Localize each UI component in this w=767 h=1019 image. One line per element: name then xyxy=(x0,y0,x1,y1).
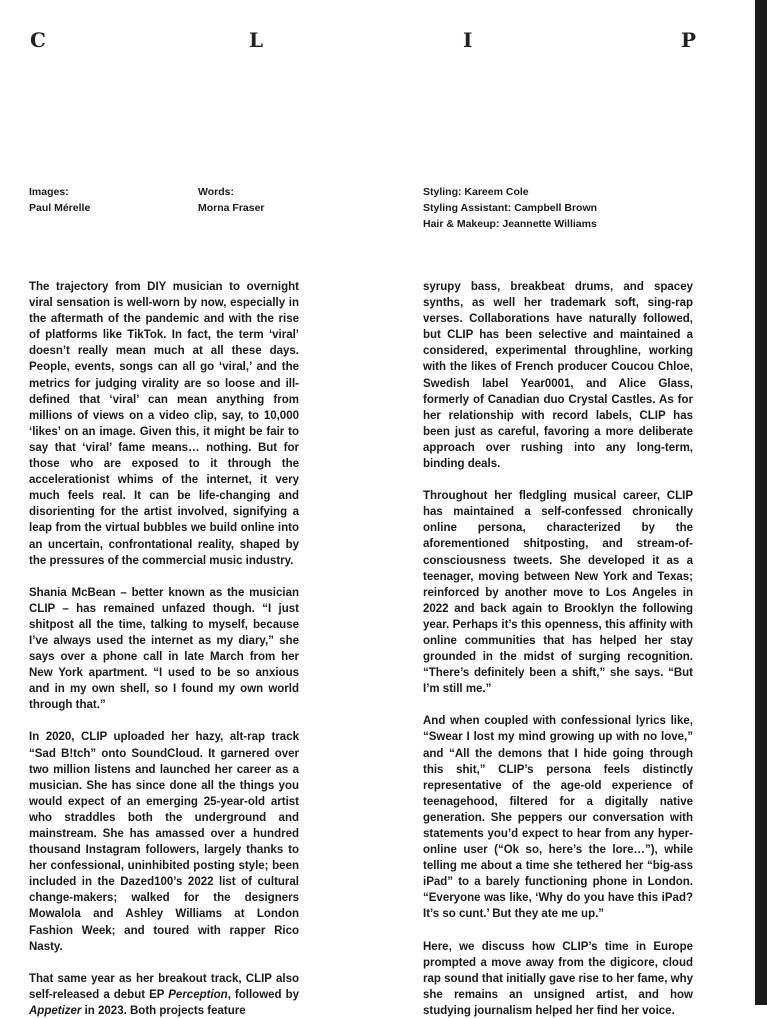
text-run: , followed by xyxy=(227,988,300,1001)
header-letter-l: L xyxy=(249,28,264,52)
credit-words-label: Words: xyxy=(198,186,234,198)
header-letter-i: I xyxy=(463,28,473,52)
article-paragraph: Here, we discuss how CLIP’s time in Europe prompted a move away from the digicore, cloud rap sound that initially gave rise to her fame, why she remains an unsigned artist, and how studying journalism helped her find her voice. xyxy=(423,940,693,1017)
article-paragraph: In 2020, CLIP uploaded her hazy, alt-rap track “Sad B!tch” onto SoundCloud. It garnered over two million listens and launched her career as a musician. She has since done all the things you would expect of an emerging 25-year-old artist who straddles both the underground and mainstream. She has amassed over a hundred thousand Instagram followers, largely thanks to her confessional, uninhibited posting style; been included in the Dazed100’s 2022 list of cultural change-makers; walked for the designers Mowalola and Ashley Williams at London Fashion Week; and toured with rapper Rico Nasty. xyxy=(29,731,299,953)
article-paragraph: And when coupled with confessional lyrics like, “Swear I lost my mind growing up with no love,” and “All the demons that I hide going through this shit,” CLIP’s persona feels distinctly representative of the age-old experience of teenagehood, filtered for a digitally native generation. She peppers our conversation with statements you’d expect to hear from any hyper-online user (“Ok so, here’s the lore…”), while telling me about a time she tethered her “big-ass iPad” to a barely functioning phone in London. “Everyone was like, ‘Why do you have this iPad? It’s so cunt.’ But they ate me up.” xyxy=(423,715,693,921)
credit-styling-assistant-line: Styling Assistant: Campbell Brown xyxy=(423,202,598,214)
credit-hair-makeup-line: Hair & Makeup: Jeannette Williams xyxy=(423,218,597,230)
album-title: Appetizer xyxy=(29,1004,82,1017)
page-edge xyxy=(755,0,767,1005)
ep-title: Perception xyxy=(168,988,228,1001)
article-paragraph-continued xyxy=(29,971,299,1019)
header-letter-p: P xyxy=(681,28,697,52)
credit-styling xyxy=(423,184,597,232)
article-paragraph: Shania McBean – better known as the musician CLIP – has remained unfazed though. “I just shitpost all the time, talking to myself, because I’ve always used the internet as my diary,” she says over a phone call in late March from her New York apartment. “I used to be so anxious and in my own shell, so I found my own world through that.” xyxy=(29,586,299,712)
article-column-right xyxy=(423,279,693,1019)
article-paragraph: The trajectory from DIY musician to overnight viral sensation is well-worn by now, especially in the aftermath of the pandemic and with the rise of platforms like TikTok. In fact, the term ‘viral’ doesn’t really mean much at all these days. People, events, songs can all go ‘viral,’ and the metrics for judging virality are so loose and ill-defined that ‘viral’ can mean anything from millions of views on a video clip, say, to 10,000 ‘likes’ on an image. Given this, it might be fair to say that ‘viral’ fame means… nothing. But for those who are exposed to it through the accelerationist whims of the internet, it very much feels real. It can be life-changing and disorienting for the artist involved, signifying a leap from the virtual bubbles we build online into an uncertain, confrontational reality, shaped by the pressures of the commercial music industry. xyxy=(29,281,299,567)
credit-words-name: Morna Fraser xyxy=(198,202,265,214)
article-paragraph: syrupy bass, breakbeat drums, and spacey synths, as well her trademark soft, sing-rap verses. Collaborations have naturally followed, but CLIP has been selective and maintained a considered, experimental throughline, working with the likes of French producer Coucou Chloe, Swedish label Year0001, and Alice Glass, formerly of Canadian duo Crystal Castles. As for her relationship with record labels, CLIP has been just as careful, favoring a more deliberate approach over rushing into any long-term, binding deals. xyxy=(423,281,693,471)
credit-images-label: Images: xyxy=(29,186,69,198)
credit-images xyxy=(29,184,90,216)
text-run: That same year as her breakout track, CLIP also self-released a debut EP xyxy=(29,972,299,1001)
article-paragraph: Throughout her fledgling musical career, CLIP has maintained a self-confessed chronically online persona, characterized by the aforementioned shitposting, and stream-of-consciousness tweets. She developed it as a teenager, moving between New York and Texas; reinforced by another move to Los Angeles in 2022 and back again to Brooklyn the following year. Perhaps it’s this openness, this affinity with online communities that has helped her stay grounded in the midst of surging recognition. “There’s definitely been a shift,” she says. “But I’m still me.” xyxy=(423,490,693,696)
article-column-left xyxy=(29,279,299,1019)
credit-words xyxy=(198,184,265,216)
header-letter-c: C xyxy=(30,28,46,52)
text-run: in 2023. Both projects feature xyxy=(81,1004,246,1017)
credit-images-name: Paul Mérelle xyxy=(29,202,91,214)
credit-styling-line: Styling: Kareem Cole xyxy=(423,186,529,198)
